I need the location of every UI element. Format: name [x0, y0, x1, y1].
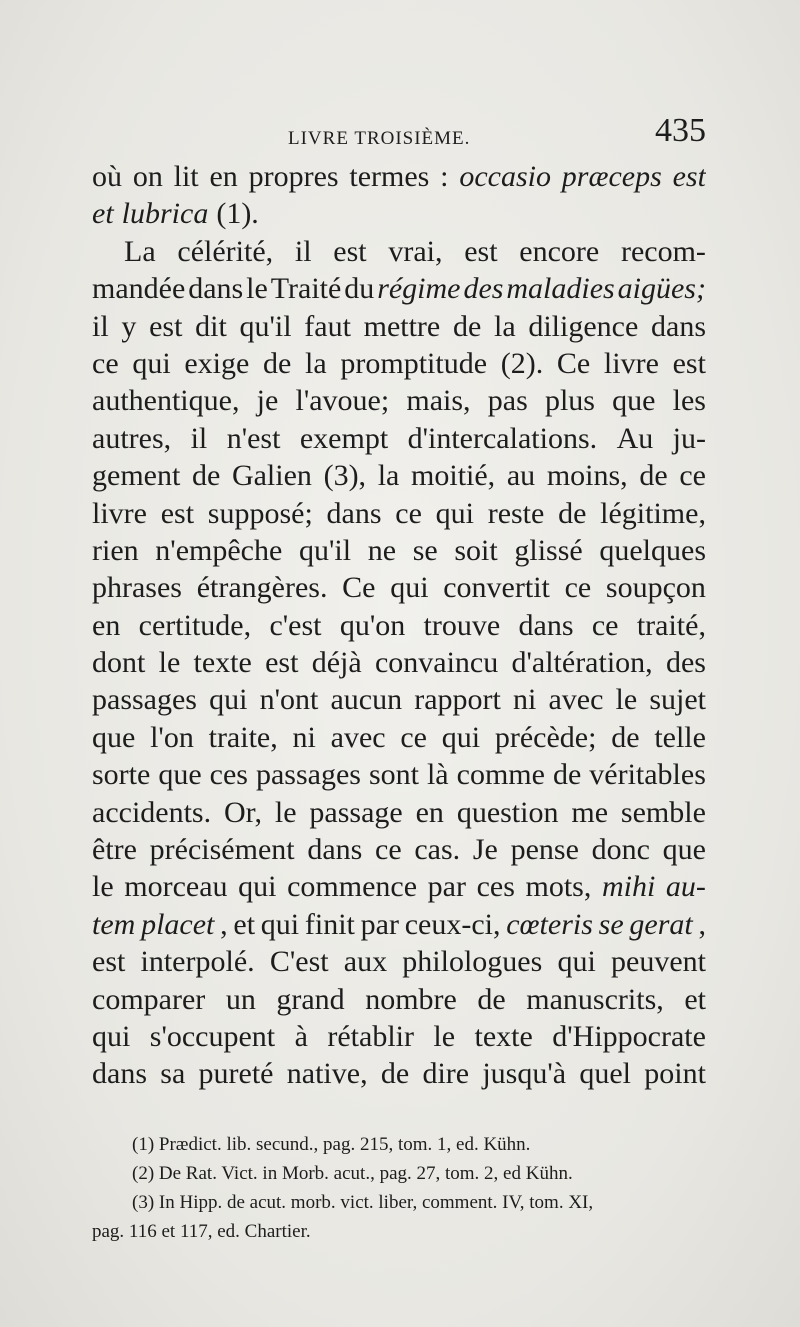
word: morceau — [124, 870, 228, 904]
text-line — [92, 457, 706, 494]
word: peuvent — [611, 945, 706, 979]
text-line — [92, 345, 706, 382]
word: diligence — [528, 309, 639, 343]
word: qui — [92, 1019, 131, 1053]
text-line — [92, 943, 706, 980]
word: occasio — [459, 160, 551, 193]
word: phrases — [92, 571, 182, 605]
word: des — [665, 646, 706, 680]
word: Au — [616, 421, 654, 455]
word: aigües; — [617, 272, 706, 306]
text-line — [92, 644, 706, 681]
text-line — [92, 270, 706, 307]
word: (3), — [323, 459, 367, 493]
word: convaincu — [374, 646, 499, 680]
text-line — [92, 719, 706, 756]
text-line — [92, 607, 706, 644]
word: , — [220, 907, 228, 941]
word: il — [190, 421, 208, 455]
word: la — [305, 346, 327, 380]
word: d'intercalations. — [407, 421, 598, 455]
word: La — [124, 234, 156, 268]
word: est — [265, 646, 299, 680]
word: telle — [654, 720, 706, 754]
word: lit — [173, 160, 199, 193]
word: avec — [330, 720, 386, 754]
word: mettre — [363, 309, 441, 343]
word: rien — [92, 533, 139, 567]
word: précède; — [494, 720, 597, 754]
word: vrai, — [388, 234, 443, 268]
word: qu'il — [239, 309, 292, 343]
word: passage — [309, 795, 403, 829]
word: autres, — [92, 421, 172, 455]
word: gement — [92, 459, 181, 493]
word: rapport — [414, 683, 501, 717]
word: glissé — [514, 533, 583, 567]
word: le — [92, 870, 114, 904]
text-line — [92, 831, 706, 868]
running-head: LIVRE TROISIÈME. — [288, 128, 471, 149]
word: sujet — [649, 683, 706, 717]
word: étrangères. — [196, 571, 328, 605]
word: livre — [92, 496, 147, 530]
word: jusqu'à — [482, 1057, 567, 1091]
word: soupçon — [605, 571, 706, 605]
word: Ce — [342, 571, 376, 605]
word: déjà — [311, 646, 362, 680]
word: mais, — [406, 384, 471, 418]
word: ce — [375, 833, 402, 867]
word: , — [698, 907, 706, 941]
text-line — [92, 233, 706, 270]
text-line — [92, 1055, 706, 1092]
word: soit — [454, 533, 498, 567]
word: que — [662, 833, 706, 867]
word: quel — [579, 1057, 631, 1091]
word: placet — [141, 907, 215, 941]
text-line — [92, 195, 706, 232]
word: termes — [349, 160, 430, 193]
word: n'ont — [259, 683, 319, 717]
word: n'empêche — [155, 533, 283, 567]
word: y — [121, 309, 137, 343]
word: manuscrits, — [526, 982, 664, 1016]
word: de — [611, 720, 640, 754]
word: native, — [286, 1057, 368, 1091]
word: que — [612, 384, 656, 418]
word: certitude, — [138, 608, 252, 642]
word: le — [615, 683, 638, 717]
word: que — [158, 758, 202, 792]
page-number: 435 — [655, 112, 706, 149]
word: ne — [367, 533, 397, 567]
word: de — [552, 758, 582, 792]
body-text — [92, 158, 706, 1093]
word: moitié, — [411, 459, 496, 493]
word: qui — [557, 945, 596, 979]
word: que — [92, 720, 136, 754]
word: ce — [679, 459, 706, 493]
word: ni — [292, 720, 316, 754]
word: authentique, — [92, 384, 240, 418]
word: dans — [518, 608, 574, 642]
text-line — [92, 420, 706, 457]
word: là — [426, 758, 449, 792]
word: il — [92, 309, 109, 343]
word: se — [412, 533, 438, 567]
word: traite, — [208, 720, 278, 754]
word: maladies — [506, 272, 615, 306]
word: Traité — [270, 272, 342, 306]
word: qu'il — [298, 533, 352, 567]
word: philologues — [402, 945, 543, 979]
word: du — [344, 272, 375, 306]
word: le — [158, 646, 181, 680]
word: est — [464, 234, 498, 268]
word: mots, — [525, 870, 592, 904]
word: ce — [400, 720, 427, 754]
word: promptitude — [340, 346, 488, 380]
word: d'altération, — [511, 646, 653, 680]
word: de — [558, 496, 587, 530]
word: : — [440, 160, 449, 193]
word: moins, — [546, 459, 628, 493]
word: cœteris — [506, 907, 593, 941]
footnote: (2) De Rat. Vict. in Morb. acut., pag. 27, tom. 2, ed Kühn. — [132, 1163, 573, 1184]
word: se — [598, 907, 624, 941]
word: en — [209, 160, 238, 193]
word: est — [160, 496, 195, 530]
word: C'est — [269, 945, 329, 979]
word: grand — [276, 982, 345, 1016]
text-line — [92, 495, 706, 532]
text-line — [92, 1018, 706, 1055]
word: (1). — [216, 197, 259, 231]
word: dire — [422, 1057, 470, 1091]
word: qui — [390, 571, 429, 605]
word: interpolé. — [140, 945, 255, 979]
word: de — [191, 459, 221, 493]
word: véritables — [589, 758, 706, 792]
word: est — [333, 234, 367, 268]
word: exige — [184, 346, 250, 380]
word: le — [433, 1019, 456, 1053]
word: donc — [591, 833, 650, 867]
word: est — [92, 945, 126, 979]
word: recom- — [620, 234, 706, 268]
word: cas. — [414, 833, 461, 867]
word: qui — [441, 720, 481, 754]
word: l'avoue; — [295, 384, 390, 418]
word: finit — [304, 907, 355, 941]
text-line — [92, 756, 706, 793]
word: l'on — [150, 720, 194, 754]
footnote: pag. 116 et 117, ed. Chartier. — [92, 1221, 311, 1242]
word: exempt — [299, 421, 389, 455]
word: des — [463, 272, 504, 306]
word: semble — [620, 795, 706, 829]
word: de — [380, 1057, 410, 1091]
word: nombre — [365, 982, 457, 1016]
word: en — [92, 608, 121, 642]
word: de — [452, 309, 482, 343]
word: au — [506, 459, 536, 493]
text-line — [92, 681, 706, 718]
word: pureté — [198, 1057, 274, 1091]
word: præceps — [561, 160, 662, 193]
word: Galien — [231, 459, 312, 493]
word: accidents. — [92, 795, 212, 829]
text-line — [92, 532, 706, 569]
word: régime — [377, 272, 461, 306]
word: ceux-ci, — [404, 907, 501, 941]
word: gerat — [629, 907, 693, 941]
word: à — [294, 1019, 308, 1053]
word: je — [256, 384, 279, 418]
word: on — [132, 160, 163, 193]
word: avec — [548, 683, 604, 717]
word: dans — [307, 833, 363, 867]
text-line — [92, 308, 706, 345]
word: supposé; — [207, 496, 313, 530]
word: dans — [651, 309, 706, 343]
word: mandée — [92, 272, 186, 306]
word: où — [92, 160, 122, 193]
word: quelques — [599, 533, 706, 567]
word: ni — [512, 683, 537, 717]
word: dans — [326, 496, 382, 530]
word: dit — [195, 309, 227, 343]
word: tem — [92, 907, 136, 941]
word: par — [360, 907, 399, 941]
word: de — [263, 346, 292, 380]
word: ces — [209, 758, 248, 792]
text-line — [92, 868, 706, 905]
word: ce — [92, 346, 119, 380]
word: dans — [92, 1057, 147, 1091]
word: question — [456, 795, 559, 829]
word: propres — [248, 160, 339, 193]
word: qui — [132, 346, 171, 380]
word: sont — [368, 758, 419, 792]
word: point — [644, 1057, 706, 1091]
word: célérité, — [177, 234, 274, 268]
word: les — [672, 384, 706, 418]
word: par — [427, 870, 466, 904]
word: texte — [193, 646, 252, 680]
word: le — [246, 272, 268, 306]
word: rétablir — [327, 1019, 414, 1053]
word: ju- — [672, 421, 706, 455]
word: en — [415, 795, 444, 829]
word: la — [377, 459, 400, 493]
footnote: (3) In Hipp. de acut. morb. vict. liber, comment. IV, tom. XI, — [132, 1192, 594, 1213]
word: est — [672, 346, 706, 380]
word: ce — [564, 571, 592, 605]
word: me — [571, 795, 609, 829]
word: aux — [343, 945, 388, 979]
word: passages — [255, 758, 361, 792]
word: faut — [304, 309, 351, 343]
word: est — [672, 160, 706, 193]
word: s'occupent — [149, 1019, 276, 1053]
word: ce — [395, 496, 422, 530]
word: trouve — [423, 608, 501, 642]
word: être — [92, 833, 137, 867]
word: encore — [519, 234, 600, 268]
footnotes — [92, 1130, 706, 1246]
word: n'est — [226, 421, 281, 455]
word: qui — [209, 683, 248, 717]
word: dans — [188, 272, 244, 306]
word: sorte — [92, 758, 151, 792]
footnote: (1) Prædict. lib. secund., pag. 215, tom. 1, ed. Kühn. — [132, 1134, 531, 1155]
word: légitime, — [600, 496, 706, 530]
word: de — [639, 459, 668, 493]
word: de — [477, 982, 506, 1016]
text-line — [92, 569, 706, 606]
text-line — [92, 981, 706, 1018]
text-line — [92, 906, 706, 943]
word: un — [225, 982, 256, 1016]
word: comparer — [92, 982, 206, 1016]
word: qui — [238, 870, 277, 904]
word: ce — [591, 608, 619, 642]
word: traité, — [636, 608, 706, 642]
word: convertit — [443, 571, 550, 605]
word: plus — [544, 384, 595, 418]
word: c'est — [269, 608, 322, 642]
word: sa — [160, 1057, 186, 1091]
word: passages — [92, 683, 197, 717]
word: pas — [487, 384, 528, 418]
word: texte — [474, 1019, 533, 1053]
word: et — [684, 982, 706, 1016]
word: dont — [92, 646, 146, 680]
word: commence — [287, 870, 418, 904]
text-line — [92, 382, 706, 419]
word: précisément — [149, 833, 295, 867]
word: comme — [456, 758, 545, 792]
word: Je — [472, 833, 498, 867]
word: est — [149, 309, 183, 343]
word: mihi — [601, 870, 656, 904]
text-line — [92, 158, 706, 195]
word: le — [274, 795, 297, 829]
text-line — [92, 794, 706, 831]
word: lubrica — [121, 197, 209, 231]
word: Or, — [224, 795, 262, 829]
word: qui — [260, 907, 300, 941]
word: et — [233, 907, 256, 941]
page-header — [92, 112, 706, 160]
word: aucun — [330, 683, 403, 717]
word: Ce — [556, 346, 591, 380]
word: d'Hippocrate — [552, 1019, 706, 1053]
word: et — [92, 197, 114, 231]
word: la — [493, 309, 516, 343]
word: (2). — [500, 346, 544, 380]
word: pense — [510, 833, 579, 867]
word: ces — [476, 870, 515, 904]
word: qui — [435, 496, 474, 530]
word: reste — [487, 496, 545, 530]
word: qu'on — [339, 608, 406, 642]
word: il — [294, 234, 312, 268]
word: livre — [603, 346, 659, 380]
word: au- — [665, 870, 706, 904]
